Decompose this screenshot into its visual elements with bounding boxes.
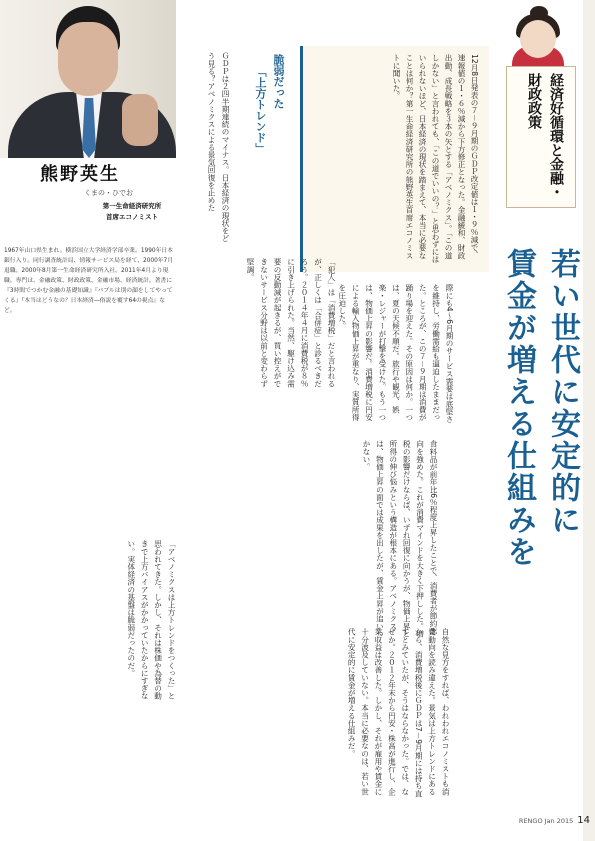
illustration-head [520, 20, 556, 58]
affiliation-title: 首席エコノミスト [106, 213, 158, 221]
subheading-line-1: 脆弱だった [272, 54, 285, 109]
body-text-middle: 食料品が前年比6％程度上昇したことで、消費者が節約志向を強めた。これが消費マインドを大きく下押しした。増税の影響だけならば、いずれ回復に向かうが、物価上昇と所得の伸び悩みという構造が根本にある。アベノミクスは、物価上昇の面では成果を出したが、賃金上昇が追いつかない。 [361, 440, 438, 638]
author-bio: 1967年山口県生まれ。横浜国立大学経済学部卒業。1990年日本銀行入り。同行調査統計局、情報サービス局を経て、2000年7月退職。2000年8月第一生命経済研究所入社。2011年4月より現職。専門は、金融政策、財政政策、金融市場、経済統計。著書に『3時間でつかむ金融の基礎知識』『バブルは別の顔をしてやってくる』『本当はどうなの？日本経済―俗説を覆す64の視点』など。 [4, 248, 174, 314]
lead-question: ＧＤＰは２四半期連続のマイナス。日本経済の現状をどう見る？アベノミクスによる景気回復を止めた [207, 52, 230, 242]
kimono-illustration [488, 6, 592, 230]
portrait-photo [0, 0, 176, 158]
body-text-left: 「アベノミクスは上方トレンドをつくった」と思われてきた。しかし、それは株価や為替の動きで上方バイアスがかかっていたからにすぎない。実体経済の基盤は脆弱だったのだ。 [126, 540, 176, 700]
intro-text: 12月8日発表の７－９月期のＧＤＰ改定値は１・９％減で、速報値の１・６％減から下方修正となった。金融緩和、財政出動、成長戦略を３本の矢とする「アベノミクス」。「この道しかない」と言われても、「この道でいいの？」と思わずにはいられないほど、日本経済の現状を踏まえて、本当に必要なことは何か？第一生命経済研究所の熊野英生首席エコノミストに聞いた。 [392, 54, 479, 263]
affiliation [86, 201, 178, 223]
page-footer [470, 815, 590, 826]
magazine-name: RENGO Jan 2015 [518, 817, 574, 825]
page-number: 14 [577, 815, 590, 826]
body-text-top: 「犯人」は「消費増税」だと言われるが、正しくは「合併症」と診るべきだろう。２０１４年４月に消費税が８％に引き上げられた。当然、駆け込み需要の反動減が起きるが、買い控えができないサービス分野は以前と変わらず堅調。 [246, 258, 336, 388]
affiliation-org: 第一生命経済研究所 [102, 202, 162, 210]
headline-line-1: 若い世代に安定的に [545, 248, 580, 536]
name-reading: くまの・ひでお [84, 189, 133, 197]
name-block [6, 158, 178, 244]
body-text-right: 際にも4～6月期のサービス需要は底堅さを維持し、労働需給も逼迫したままだった。ところが、この７－９月期は消費が踊り場を迎えた。その原因は何か。一つは、夏の天候不順だ。旅行や観光、娯楽・レジャーが打撃を受けた。もう一つは、物価上昇の影響だ。消費増税に円安による輸入物価上昇が重なり、実質所得を圧迫した。 [337, 284, 454, 423]
scroll-banner [506, 66, 576, 208]
body-text-lower: 自然な見方をすれば、われわれエコノミストも消費動向を読み違えた。景気は上方トレンドにあるから、消費増税後にＧＤＰは7－9月期には持ち直すとみていたが、そうはならなかった。では、なぜか。２０１２年末から円安・株高が進行し、企業収益は改善した。しかし、それが雇用や賃金に十分波及していない。本当に必要なのは、若い世代に安定的に賃金が増える仕組みだ。 [347, 628, 450, 798]
subheading-line-2: 「上方トレンド」 [254, 66, 267, 154]
person-name: 熊野英生 [40, 164, 120, 185]
subheading [234, 50, 290, 170]
scroll-text: 経済好循環と金融・財政政策 [526, 73, 564, 199]
intro-box [300, 46, 489, 272]
headline-line-2: 賃金が増える仕組みを [501, 248, 536, 568]
main-headline [458, 240, 586, 650]
